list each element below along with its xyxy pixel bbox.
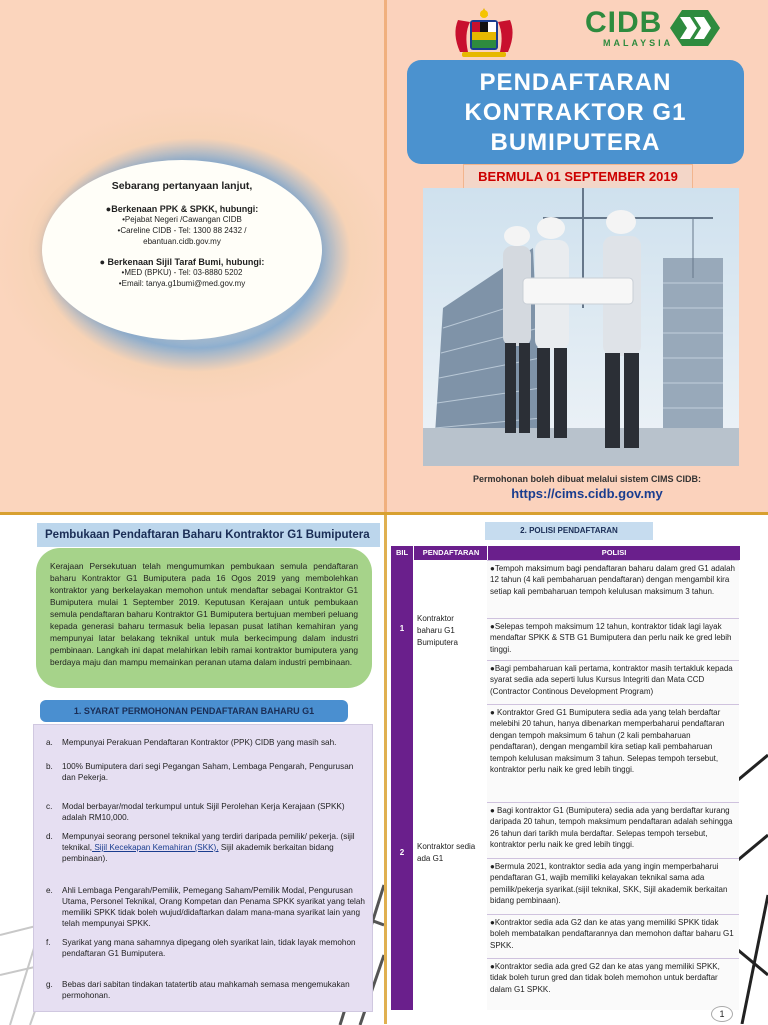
policy-cell: ● Kontraktor Gred G1 Bumiputera sedia ada yang telah berdaftar melebihi 20 tahun, hanya dibenarkan memperbaharui pendaftaran dengan tempoh maksimum 6 tahun (2 kali pembaharuan pendaftaran), dengan mengambil kira setiap kali pembaharuan tempoh kelulusan maksimum 3 tahun. Selepas tempoh tersebut, kontraktor perlu naik ke gred lebih tinggi. <box>487 704 739 802</box>
cims-info <box>437 468 737 510</box>
ppk-line: •Careline CIDB - Tel: 1300 88 2432 / <box>117 226 247 235</box>
table-row-bil: 2 <box>391 704 413 1010</box>
column-header: POLISI <box>487 546 740 560</box>
table-row-pendaftaran: Kontraktor sedia ada G1 <box>413 704 488 1010</box>
bumi-line: •MED (BPKU) - Tel: 03-8880 5202 <box>121 268 243 277</box>
cidb-logo-mark <box>670 10 720 46</box>
table-row-bil: 1 <box>391 560 413 704</box>
contact-info <box>42 160 322 340</box>
title-line: PENDAFTARAN <box>479 69 672 96</box>
cims-link[interactable]: https://cims.cidb.gov.my <box>511 486 663 501</box>
policy-cell: ● Bagi kontraktor G1 (Bumiputera) sedia ada yang berdaftar kurang daripada 20 tahun, tempoh maksimum pendaftaran adalah sehingga 26 tahun dari tarikh mula berdaftar. Selepas tempoh tersebut, kontraktor perlu naik ke gred lebih tinggi. <box>487 802 739 858</box>
table-row-pendaftaran: Kontraktor baharu G1 Bumiputera <box>413 560 488 704</box>
policy-cell: ●Kontraktor sedia ada gred G2 dan ke atas yang memiliki SPKK, tidak boleh turun gred dan tidak boleh memohon untuk berdaftar dalam G1 SPKK. <box>487 958 739 1010</box>
requirements-heading: 1. SYARAT PERMOHONAN PENDAFTARAN BAHARU G1 <box>40 700 348 722</box>
contact-heading: Sebarang pertanyaan lanjut, <box>111 180 253 192</box>
start-date-banner: BERMULA 01 SEPTEMBER 2019 <box>463 164 693 190</box>
bumi-heading: ● Berkenaan Sijil Taraf Bumi, hubungi: <box>99 257 265 267</box>
policy-cell: ●Tempoh maksimum bagi pendaftaran baharu dalam gred G1 adalah 12 tahun (4 kali pembaharuan pendaftaran) dengan mengambil kira setiap kali pembaharuan tempoh kelulusan maksimum 3 tahun. <box>487 560 739 618</box>
policy-heading: 2. POLISI PENDAFTARAN <box>485 522 653 540</box>
title-banner <box>407 60 744 164</box>
intro-body: Kerajaan Persekutuan telah mengumumkan pembukaan semula pendaftaran baharu Kontraktor G1 Bumiputera pada 16 Ogos 2019 yang membolehkan kontraktor yang berkelayakan memohon untuk mendaftar sebagai Kontraktor G1 Bumiputera mulai 1 September 2019. Keputusan Kerajaan untuk pembukaan semula pendaftaran baharu Kontraktor G1 Bumiputera bertujuan memberi peluang kepada generasi baharu termasuk belia lepasan pusat latihan kemahiran yang mempunyai latar belakang teknikal untuk mula berkecimpung dalam industri pembinaan. Langkah ini dapat melahirkan lebih ramai kontraktor bumiputera yang berdaya maju dan mampu memainkan peranan utama dalam industri pembinaan. <box>36 548 372 688</box>
cidb-logo-text: CIDB <box>585 6 663 39</box>
requirements-list: a. Mempunyai Perakuan Pendaftaran Kontraktor (PPK) CIDB yang masih sah. b. 100% Bumiputera dari segi Pegangan Saham, Lembaga Pengarah, Pengurusan dan Pekerja. c. Modal berbayar/modal terkumpul untuk Sijil Perolehan Kerja Kerajaan (SPKK) adalah RM10,000. d. Mempunyai seorang personel teknikal yang terdiri daripada pemilik/ pekerja. (sijil teknikal, Sijil Kecekapan Kemahiran (SKK), Sijil akademik berkaitan bidang pembinaan). e. Ahli Lembaga Pengarah/Pemilik, Pemegang Saham/Pemilik Modal, Pengurusan Utama, Personel Teknikal, Orang Kompetan dan Penama SPKK syarikat yang telah memiliki SPKK tidak boleh wujud/didaftarkan dalam mana-mana syarikat lain yang telah mempunyai SPKK. f. Syarikat yang mana sahamnya dipegang oleh syarikat lain, tidak layak memohon pendaftaran G1 Bumiputera. g. Bebas dari sabitan tindakan tatatertib atau mahkamah semasa mengemukakan permohonan. <box>33 724 373 1012</box>
policy-cell: ●Kontraktor sedia ada G2 dan ke atas yang memiliki SPKK tidak boleh membatalkan pendaftarannya dan memohon daftar baharu G1 SPKK. <box>487 914 739 958</box>
column-header: BIL <box>391 546 413 560</box>
contractors-illustration <box>423 188 739 466</box>
ppk-line: •Pejabat Negeri /Cawangan CIDB <box>122 215 242 224</box>
policy-cell: ●Selepas tempoh maksimum 12 tahun, kontraktor tidak lagi layak mendaftar SPKK & STB G1 Bumiputera dan perlu naik ke gred lebih tinggi. <box>487 618 739 660</box>
policy-cell: ●Bagi pembaharuan kali pertama, kontraktor masih tertakluk kepada syarat sedia ada seperti lulus Kursus Integriti dan Mata CCD (Contractor Continous Development Program) <box>487 660 739 704</box>
bumi-line: •Email: tanya.g1bumi@med.gov.my <box>118 279 246 288</box>
page-number: 1 <box>711 1006 733 1022</box>
ppk-line: ebantuan.cidb.gov.my <box>143 237 221 246</box>
coat-of-arms-logo <box>448 6 520 58</box>
skk-link-text: Sijil Kecekapan Kemahiran (SKK), <box>92 843 219 852</box>
policy-cell: ●Bermula 2021, kontraktor sedia ada yang ingin memperbaharui pendaftaran G1, wajib memiliki kelayakan teknikal sama ada pemilik/pekerja syarikat.(sijil teknikal, SKK, Sijil akademik berkaitan bidang pembinaan). <box>487 858 739 914</box>
column-header: PENDAFTARAN <box>413 546 488 560</box>
ppk-heading: ●Berkenaan PPK & SPKK, hubungi: <box>105 204 259 214</box>
cidb-logo-subtext: MALAYSIA <box>603 38 674 48</box>
intro-heading: Pembukaan Pendaftaran Baharu Kontraktor G1 Bumiputera <box>37 523 380 547</box>
cims-label: Permohonan boleh dibuat melalui sistem CIMS CIDB: <box>472 474 702 484</box>
policy-table <box>391 546 739 1010</box>
title-line: BUMIPUTERA <box>490 129 661 156</box>
title-line: KONTRAKTOR G1 <box>464 99 687 126</box>
